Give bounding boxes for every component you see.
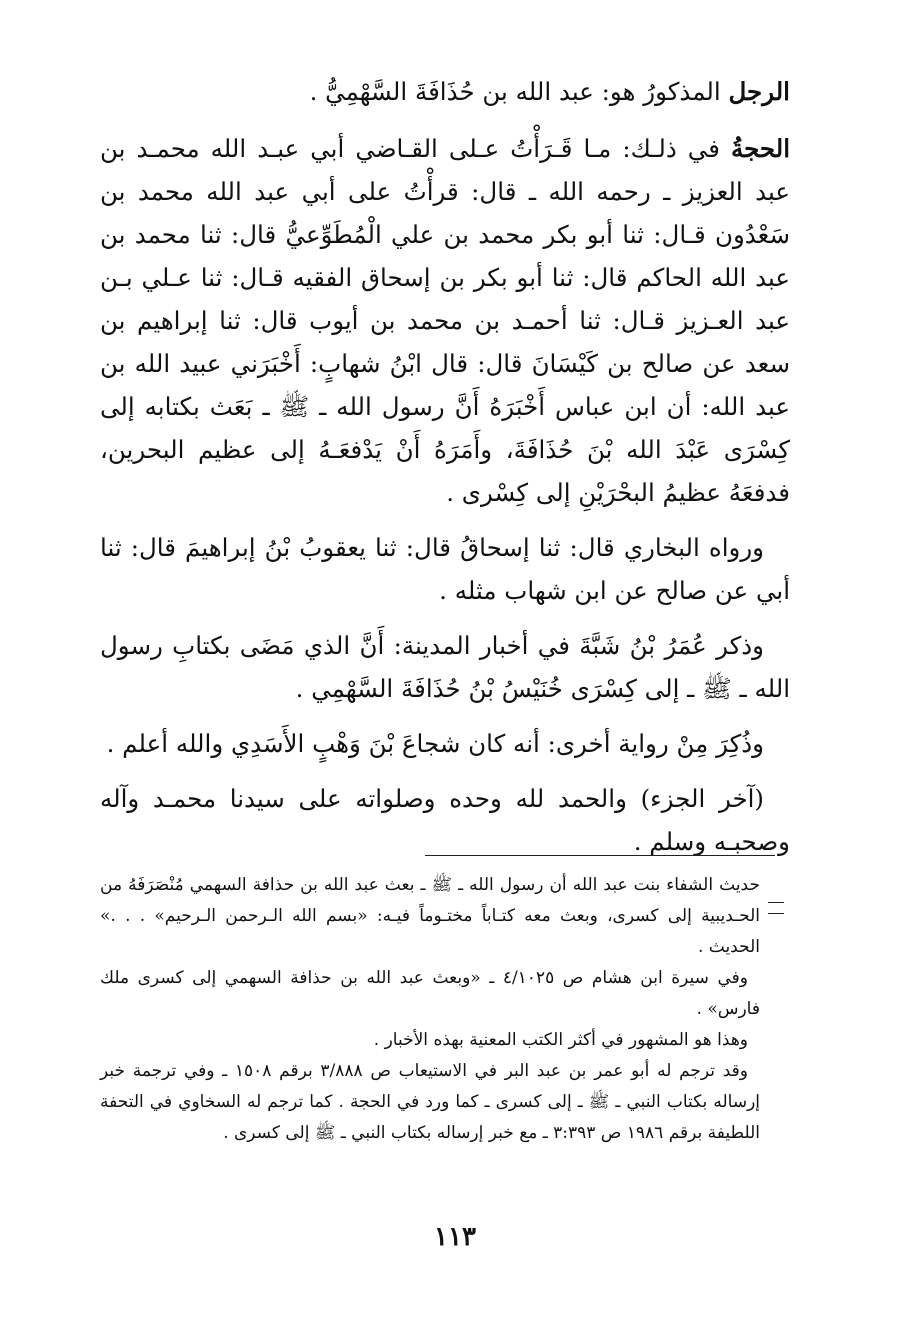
paragraph-text: المذكورُ هو: عبد الله بن حُذَافَةَ السَّهْمِيُّ .: [309, 77, 721, 106]
footnotes: [100, 870, 760, 1149]
footnote-divider: [425, 855, 775, 856]
footnote-shifa: حديث الشفاء بنت عبد الله أن رسول الله ـ ﷺ ـ بعث عبد الله بن حذافة السهمي مُنْصَرَفَهُ من الحـديبية إلى كسرى، وبعث معه كتـاباً مختـوماً فيـه: «بسم الله الـرحمن الـرحيم» . . .» الحديث .: [100, 875, 760, 957]
paragraph-text: في ذلـك: مـا قَـرَأْتُ عـلى القـاضي أبي عبـد الله محمـد بن عبد العزيز ـ رحمه الله ـ قال: قرأْتُ على أبي عبد الله محمد بن سَعْدُون قـال: ثنا أبو بكر محمد بن علي الْمُطَوِّعيُّ قال: ثنا محمد بن عبد الله الحاكم قال: ثنا أبو بكر بن إسحاق الفقيه قـال: ثنا عـلي بـن عبد العـزيز قـال: ثنا أحمـد بن محمد بن أيوب قال: ثنا إبراهيم بن سعد عن صالح بن كَيْسَانَ قال: قال ابْنُ شهابٍ: أَخْبَرَني عبيد الله بن عبد الله: أن ابن عباس أَخْبَرَهُ أَنَّ رسول الله ـ ﷺ ـ بَعَث بكتابه إلى كِسْرَى عَبْدَ الله بْنَ حُذَافَةَ، وأَمَرَهُ أَنْ يَدْفعَـهُ إلى عظيم البحرين، فدفعَهُ عظيمُ البحْرَيْنِ إلى كِسْرى .: [100, 134, 790, 507]
paragraph-bukhari: ورواه البخاري قال: ثنا إسحاقُ قال: ثنا يعقوبُ بْنُ إبراهيمَ قال: ثنا أبي عن صالح عن ابن شهاب مثله .: [100, 533, 790, 605]
footnote-biography: وقد ترجم له أبو عمر بن عبد البر في الاستيعاب ص ٣/٨٨٨ برقم ١٥٠٨ ـ وفي ترجمة خبر إرساله بكتاب النبي ـ ﷺ ـ إلى كسرى ـ كما ورد في الحجة . كما ترجم له السخاوي في التحفة اللطيفة برقم ١٩٨٦ ص ٣:٣٩٣ ـ مع خبر إرساله بكتاب النبي ـ ﷺ إلى كسرى .: [100, 1061, 760, 1143]
paragraph-umar: وذكر عُمَرُ بْنُ شَبَّةَ في أخبار المدينة: أَنَّ الذي مَضَى بكتابِ رسول الله ـ ﷺ ـ إلى كِسْرَى خُنَيْسُ بْنُ حُذَافَةَ السَّهْمِي .: [100, 631, 790, 703]
footnote-ibn-hisham: وفي سيرة ابن هشام ص ٤/١٠٢٥ ـ «وبعث عبد الله بن حذافة السهمي إلى كسرى ملك فارس» .: [100, 968, 760, 1019]
paragraph-lead-word: الرجل: [728, 77, 790, 106]
footnote-marker: [768, 880, 794, 920]
page-number: ١١٣: [434, 1222, 476, 1252]
paragraph-evidence: [100, 127, 790, 514]
footnote-famous: وهذا هو المشهور في أكثر الكتب المعنية بهذه الأخبار .: [373, 1030, 748, 1050]
paragraph-lead-word: الحجةُ: [730, 134, 791, 163]
paragraph-subject: [100, 70, 790, 113]
paragraph-closing: (آخر الجزء) والحمد لله وحده وصلواته على سيدنا محمـد وآله وصحبـه وسلم .: [100, 784, 790, 856]
paragraph-other-narration: وذُكِرَ مِنْ رواية أخرى: أنه كان شجاعَ بْنَ وَهْبٍ الأَسَدِي والله أعلم .: [106, 729, 764, 758]
main-text: [100, 70, 790, 875]
